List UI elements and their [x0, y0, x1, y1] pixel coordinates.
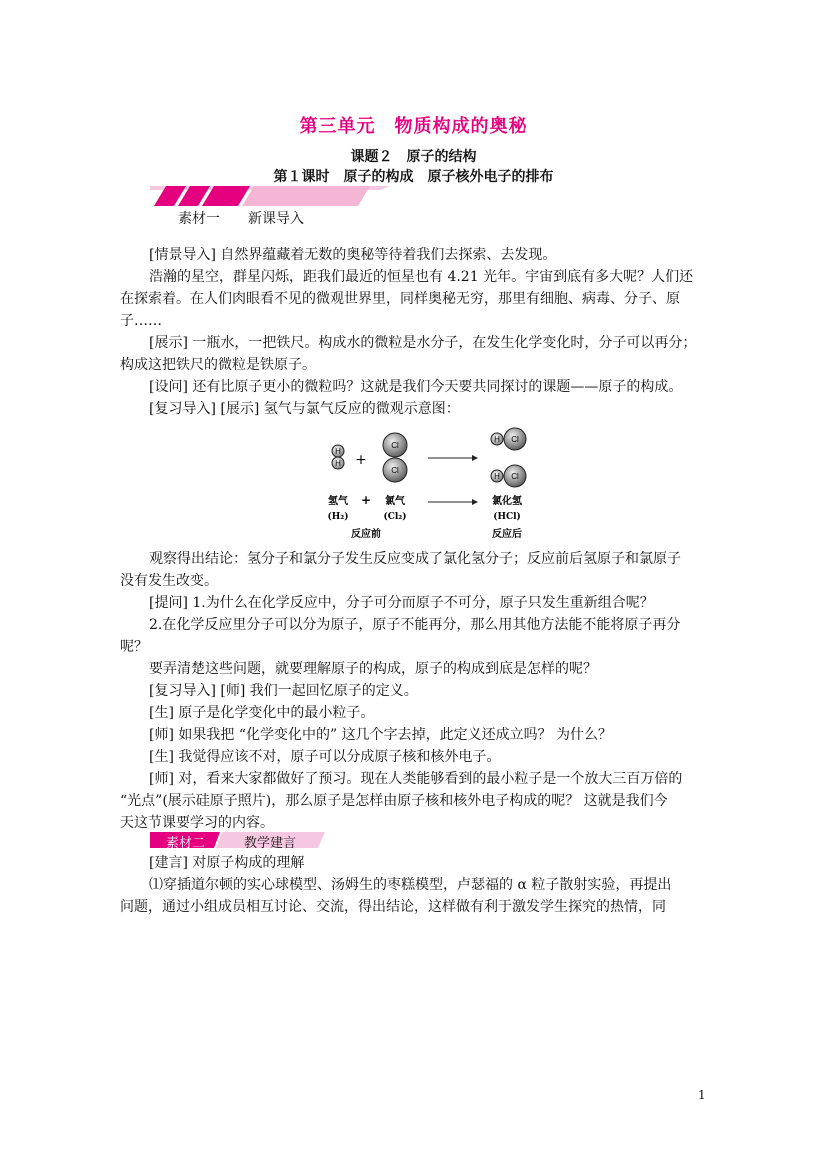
svg-text:Cl: Cl [391, 441, 399, 450]
text-line: [情景导入] 自然界蕴藏着无数的奥秘等待着我们去探索、去发现。 [149, 247, 557, 263]
lesson-title: 课题２ 原子的结构 [350, 149, 477, 165]
section-banner-1 [150, 186, 390, 208]
unit-title: 第三单元 物质构成的奥秘 [299, 116, 528, 137]
page-number: 1 [698, 1088, 706, 1102]
svg-text:H: H [335, 459, 341, 468]
text-line: 呢？ [120, 639, 148, 655]
section-2-number: 素材二 [166, 836, 206, 851]
svg-text:H: H [494, 435, 500, 444]
text-line: [提问] 1.为什么在化学反应中，分子可分而原子不可分，原子只发生重新组合呢？ [149, 595, 654, 611]
text-line: 子…… [120, 313, 162, 329]
svg-text:反应后: 反应后 [492, 529, 522, 540]
svg-text:Cl: Cl [391, 466, 399, 475]
class-period-title: 第１课时 原子的构成 原子核外电子的排布 [273, 169, 554, 185]
text-line: 没有发生改变。 [120, 573, 218, 589]
svg-text:氯化氢: 氯化氢 [492, 496, 522, 507]
text-line: [师] 对，看来大家都做好了预习。现在人类能够看到的最小粒子是一个放大三百万倍的 [149, 771, 683, 787]
text-line: 浩瀚的星空，群星闪烁，距我们最近的恒星也有 4.21 光年。宇宙到底有多大呢？人们还 [149, 269, 694, 285]
svg-text:(H₂): (H₂) [327, 512, 349, 522]
svg-text:氢气: 氢气 [328, 496, 348, 507]
section-1-heading: 素材一 新课导入 [178, 211, 304, 227]
text-line: [师] 如果我把 “化学变化中的” 这几个字去掉，此定义还成立吗？ 为什么？ [149, 727, 613, 743]
svg-text:H: H [335, 447, 341, 456]
section-2-heading: 教学建言 [244, 836, 297, 851]
text-line: [生] 原子是化学变化中的最小粒子。 [149, 705, 375, 721]
plus-sign: + [355, 452, 367, 468]
text-line: 观察得出结论：氢分子和氯分子发生反应变成了氯化氢分子；反应前后氢原子和氯原子 [149, 551, 681, 567]
reaction-diagram [320, 424, 540, 544]
text-line: [生] 我觉得应该不对，原子可以分成原子核和核外电子。 [149, 749, 501, 765]
text-line: [复习导入] [展示] 氢气与氯气反应的微观示意图： [149, 401, 460, 417]
cl2-molecule [383, 433, 407, 482]
hcl-molecule [491, 428, 526, 450]
svg-text:(Cl₂): (Cl₂) [383, 512, 407, 522]
svg-text:H: H [494, 472, 500, 481]
text-line: 2.在化学反应里分子可以分为原子，原子不能再分，那么用其他方法能不能将原子再分 [149, 617, 681, 633]
h2-molecule [332, 445, 344, 469]
text-line: ⑴穿插道尔顿的实心球模型、汤姆生的枣糕模型，卢瑟福的 α 粒子散射实验，再提出 [149, 877, 672, 893]
text-line: 天这节课要学习的内容。 [120, 815, 274, 831]
text-line: 要弄清楚这些问题，就要理解原子的构成，原子的构成到底是怎样的呢？ [149, 661, 597, 677]
text-line: “光点”(展示硅原子照片)，那么原子是怎样由原子核和核外电子构成的呢？ 这就是我们今 [120, 793, 668, 809]
text-line: 在探索着。在人们肉眼看不见的微观世界里，同样奥秘无穷，那里有细胞、病毒、分子、原 [120, 291, 680, 307]
text-line: 问题，通过小组成员相互讨论、交流，得出结论，这样做有利于激发学生探究的热情，同 [120, 899, 666, 915]
svg-text:Cl: Cl [511, 472, 519, 481]
svg-text:(HCl): (HCl) [493, 512, 521, 522]
text-line: [复习导入] [师] 我们一起回忆原子的定义。 [149, 683, 418, 699]
svg-text:+: + [360, 493, 372, 507]
svg-text:氯气: 氯气 [385, 496, 405, 507]
text-line: 构成这把铁尺的微粒是铁原子。 [120, 357, 316, 373]
svg-text:Cl: Cl [511, 435, 519, 444]
svg-text:反应前: 反应前 [351, 529, 381, 540]
hcl-molecule [491, 465, 526, 487]
text-line: [设问] 还有比原子更小的微粒吗？这就是我们今天要共同探讨的课题——原子的构成。 [149, 379, 683, 395]
text-line: [建言] 对原子构成的理解 [149, 855, 305, 871]
text-line: [展示] 一瓶水，一把铁尺。构成水的微粒是水分子，在发生化学变化时，分子可以再分； [149, 335, 697, 351]
